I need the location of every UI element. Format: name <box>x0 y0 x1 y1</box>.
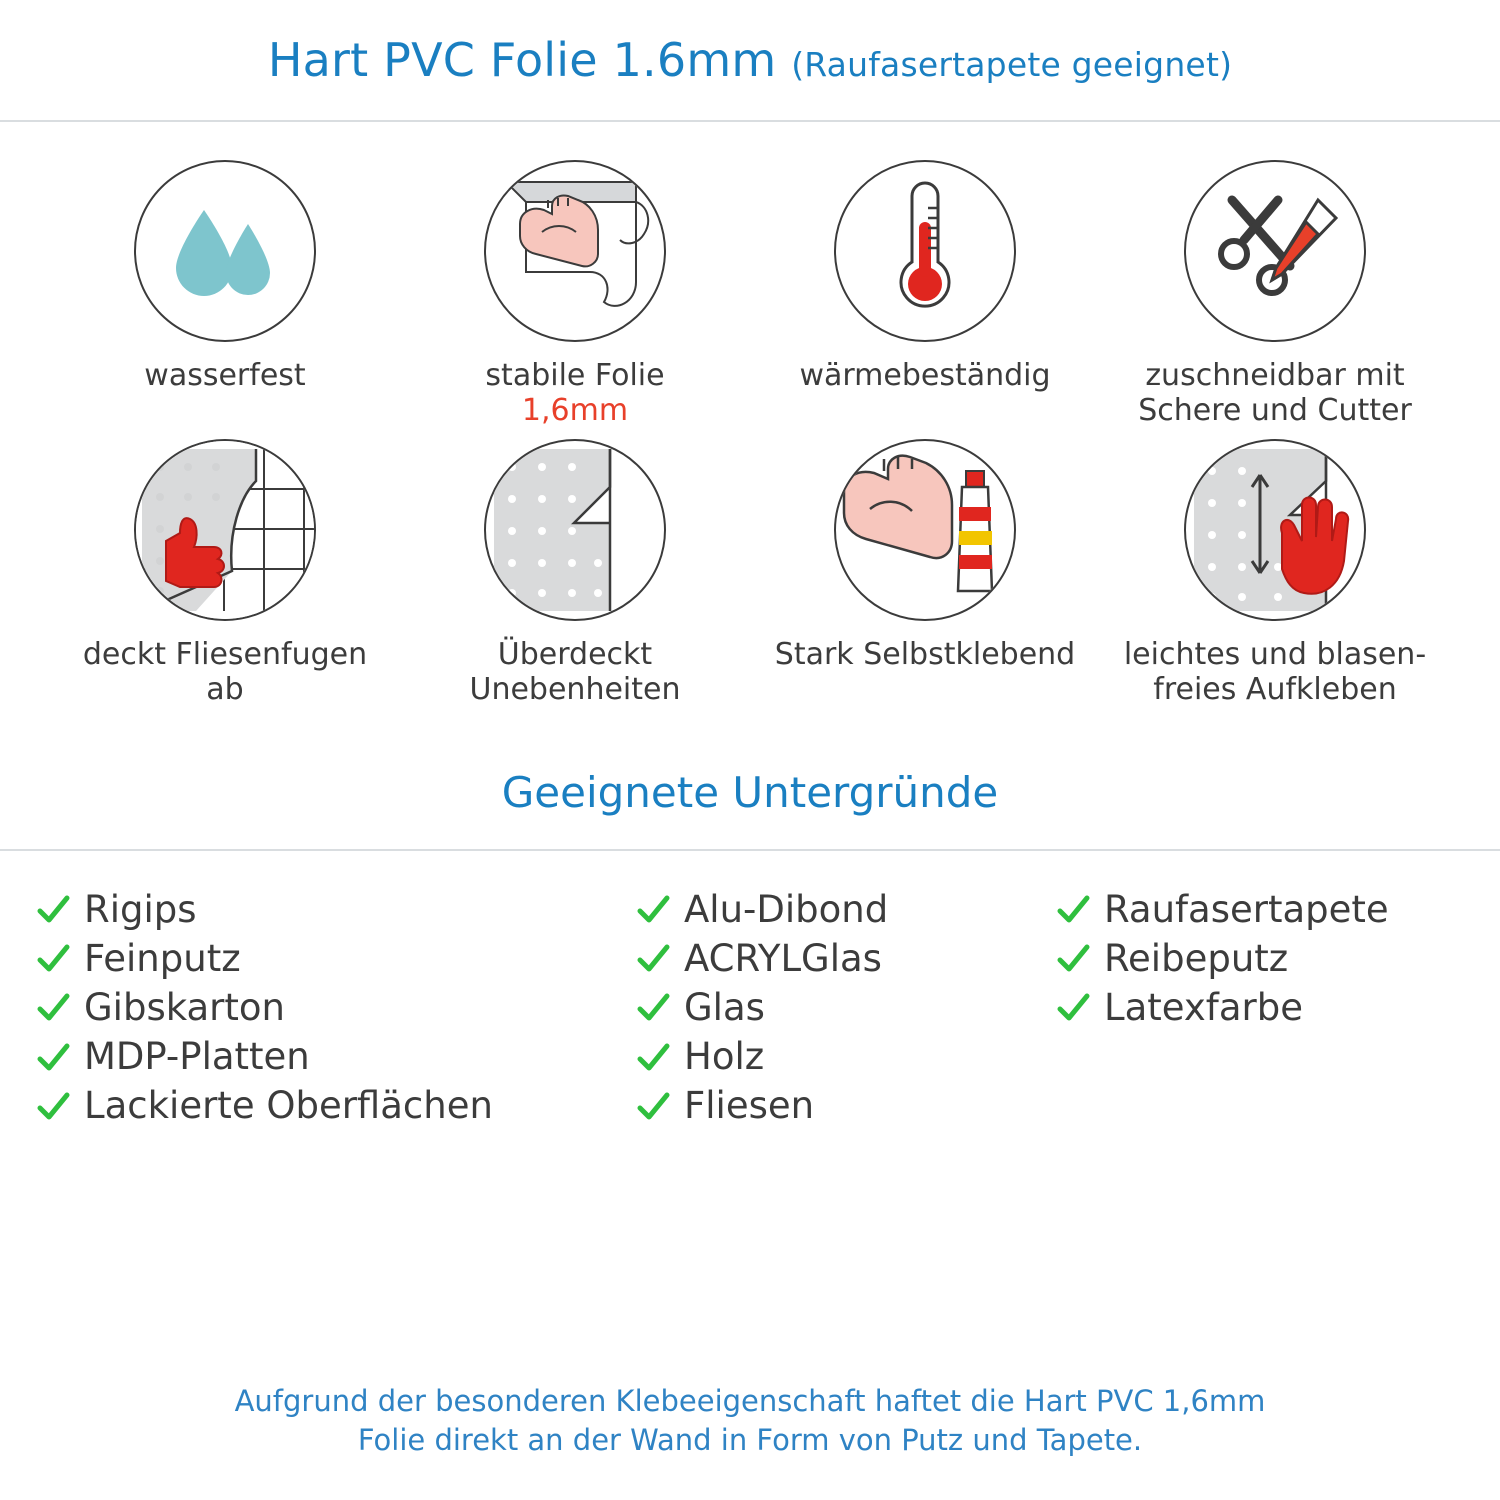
surfaces-column-1 <box>36 887 636 1129</box>
list-item <box>1056 985 1496 1030</box>
feature-wasserfest <box>50 160 400 429</box>
list-item <box>36 887 636 932</box>
feature-fliesenfugen <box>50 439 400 708</box>
list-item <box>36 1083 636 1128</box>
list-item-label: Rigips <box>84 887 197 931</box>
check-icon <box>36 990 70 1024</box>
feature-waermebestaendig <box>750 160 1100 429</box>
list-item-label: Alu-Dibond <box>684 887 889 931</box>
feature-zuschneidbar <box>1100 160 1450 429</box>
water-drops-icon <box>134 160 316 342</box>
list-item-label: MDP-Platten <box>84 1034 310 1078</box>
check-icon <box>1056 892 1090 926</box>
feature-grid <box>0 122 1500 708</box>
footer-note <box>0 1382 1500 1460</box>
feature-stabile-folie <box>400 160 750 429</box>
arm-glue-icon <box>834 439 1016 621</box>
list-item <box>36 936 636 981</box>
list-item <box>636 1083 1056 1128</box>
list-item <box>1056 936 1496 981</box>
list-item-label: Latexfarbe <box>1104 985 1303 1029</box>
check-icon <box>36 1089 70 1123</box>
check-icon <box>636 1089 670 1123</box>
check-icon <box>36 941 70 975</box>
scissors-cutter-icon <box>1184 160 1366 342</box>
list-item-label: Fliesen <box>684 1084 815 1128</box>
feature-label: Stark Selbstklebend <box>774 636 1076 672</box>
surfaces-column-2 <box>636 887 1056 1129</box>
check-icon <box>636 941 670 975</box>
list-item <box>636 985 1056 1030</box>
check-icon <box>636 1040 670 1074</box>
thermometer-icon <box>834 160 1016 342</box>
check-icon <box>636 892 670 926</box>
footer-line-2: Folie direkt an der Wand in Form von Putz und Tapete. <box>357 1422 1143 1457</box>
strong-arm-foil-icon <box>484 160 666 342</box>
check-icon <box>36 892 70 926</box>
thumbs-up-tiles-icon <box>134 439 316 621</box>
check-icon <box>36 1040 70 1074</box>
feature-label: wärmebeständig <box>799 358 1051 393</box>
feature-label: leichtes und blasen- freies Aufkleben <box>1123 636 1427 708</box>
surfaces-list <box>0 851 1500 1129</box>
list-item <box>636 936 1056 981</box>
feature-label: zuschneidbar mit Schere und Cutter <box>1138 358 1412 429</box>
footer-line-1: Aufgrund der besonderen Klebeeigenschaft haftet die Hart PVC 1,6mm <box>234 1383 1266 1418</box>
check-icon <box>1056 941 1090 975</box>
page-title-main: Hart PVC Folie 1.6mm <box>267 33 777 87</box>
feature-label: wasserfest <box>144 358 306 393</box>
list-item-label: ACRYLGlas <box>684 936 882 980</box>
peeling-foil-icon <box>484 439 666 621</box>
list-item <box>636 887 1056 932</box>
hand-smoothing-icon <box>1184 439 1366 621</box>
list-item-label: Reibeputz <box>1104 936 1289 980</box>
page-title <box>268 33 1232 87</box>
feature-label: stabile Folie <box>485 358 665 393</box>
list-item-label: Holz <box>684 1034 765 1078</box>
list-item-label: Lackierte Oberflächen <box>84 1084 493 1128</box>
list-item <box>636 1034 1056 1079</box>
feature-label: deckt Fliesenfugen ab <box>82 636 368 708</box>
list-item-label: Gibskarton <box>84 985 285 1029</box>
list-item <box>36 1034 636 1079</box>
feature-selbstklebend <box>750 439 1100 708</box>
list-item <box>36 985 636 1030</box>
feature-label: Überdeckt Unebenheiten <box>469 636 681 708</box>
feature-aufkleben <box>1100 439 1450 708</box>
list-item-label: Raufasertapete <box>1104 887 1389 931</box>
section-header <box>0 768 1500 851</box>
feature-sublabel: 1,6mm <box>521 393 629 429</box>
surfaces-column-3 <box>1056 887 1496 1129</box>
list-item <box>1056 887 1496 932</box>
page-title-paren: (Raufasertapete geeignet) <box>791 45 1233 84</box>
check-icon <box>1056 990 1090 1024</box>
feature-unebenheiten <box>400 439 750 708</box>
list-item-label: Feinputz <box>84 936 241 980</box>
section-title: Geeignete Untergründe <box>501 767 999 817</box>
check-icon <box>636 990 670 1024</box>
list-item-label: Glas <box>684 985 765 1029</box>
header <box>0 0 1500 122</box>
